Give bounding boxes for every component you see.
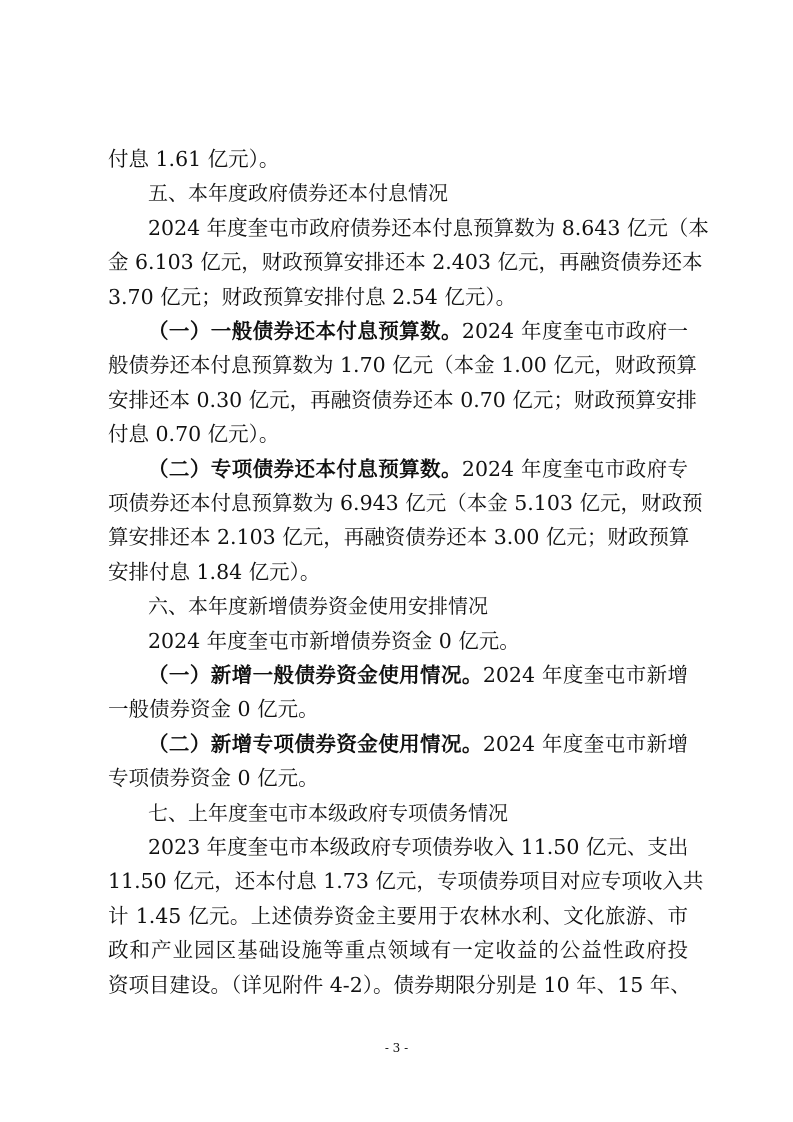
paragraph-line: 安排还本 0.30 亿元，再融资债券还本 0.70 亿元；财政预算安排 [108,388,697,412]
section-heading-5: 五、本年度政府债券还本付息情况 [148,181,448,205]
paragraph-text: 2024 年度奎屯市新增 [482,663,689,687]
paragraph-line: 政和产业园区基础设施等重点领域有一定收益的公益性政府投 [108,938,688,962]
paragraph-text: 2024 年度奎屯市新增 [482,732,689,756]
paragraph-line: 付息 0.70 亿元）。 [108,422,280,446]
subsection-paragraph-general-bond-repayment [148,313,688,349]
paragraph-line: 资项目建设。（详见附件 4-2）。债券期限分别是 10 年、15 年、 [108,973,691,997]
paragraph-line: 2023 年度奎屯市本级政府专项债券收入 11.50 亿元、支出 [148,835,689,859]
subsection-heading: （二）专项债券还本付息预算数。 [148,457,462,481]
section-heading-7: 七、上年度奎屯市本级政府专项债务情况 [148,801,508,825]
paragraph-text: 2024 年度奎屯市政府专 [461,457,689,481]
paragraph-line: 算安排还本 2.103 亿元，再融资债券还本 3.00 亿元；财政预算 [108,525,690,549]
subsection-paragraph-new-special-bond-use [148,726,688,762]
subsection-paragraph-special-bond-repayment [148,451,688,487]
paragraph-line: 计 1.45 亿元。上述债券资金主要用于农林水利、文化旅游、市 [108,904,688,928]
paragraph-line: 金 6.103 亿元，财政预算安排还本 2.403 亿元，再融资债券还本 [108,250,703,274]
paragraph-text: 2024 年度奎屯市政府一 [461,319,689,343]
subsection-paragraph-new-general-bond-use [148,657,688,693]
paragraph-line: 2024 年度奎屯市政府债券还本付息预算数为 8.643 亿元（本 [148,216,709,240]
subsection-heading: （一）新增一般债券资金使用情况。 [148,663,483,687]
paragraph-line: 项债券还本付息预算数为 6.943 亿元（本金 5.103 亿元，财政预 [108,491,703,515]
page-number: - 3 - [384,1041,409,1055]
subsection-heading: （二）新增专项债券资金使用情况。 [148,732,483,756]
paragraph-line: 11.50 亿元，还本付息 1.73 亿元，专项债券项目对应专项收入共 [108,869,704,893]
paragraph-line: 专项债券资金 0 亿元。 [108,766,319,790]
paragraph-line: 般债券还本付息预算数为 1.70 亿元（本金 1.00 亿元，财政预算 [108,353,697,377]
paragraph-line: 一般债券资金 0 亿元。 [108,697,319,721]
paragraph-line: 2024 年度奎屯市新增债券资金 0 亿元。 [148,629,520,653]
paragraph-line: 付息 1.61 亿元）。 [108,147,280,171]
paragraph-line: 安排付息 1.84 亿元）。 [108,560,321,584]
subsection-heading: （一）一般债券还本付息预算数。 [148,319,462,343]
section-heading-6: 六、本年度新增债券资金使用安排情况 [148,594,488,618]
paragraph-line: 3.70 亿元；财政预算安排付息 2.54 亿元）。 [108,285,517,309]
